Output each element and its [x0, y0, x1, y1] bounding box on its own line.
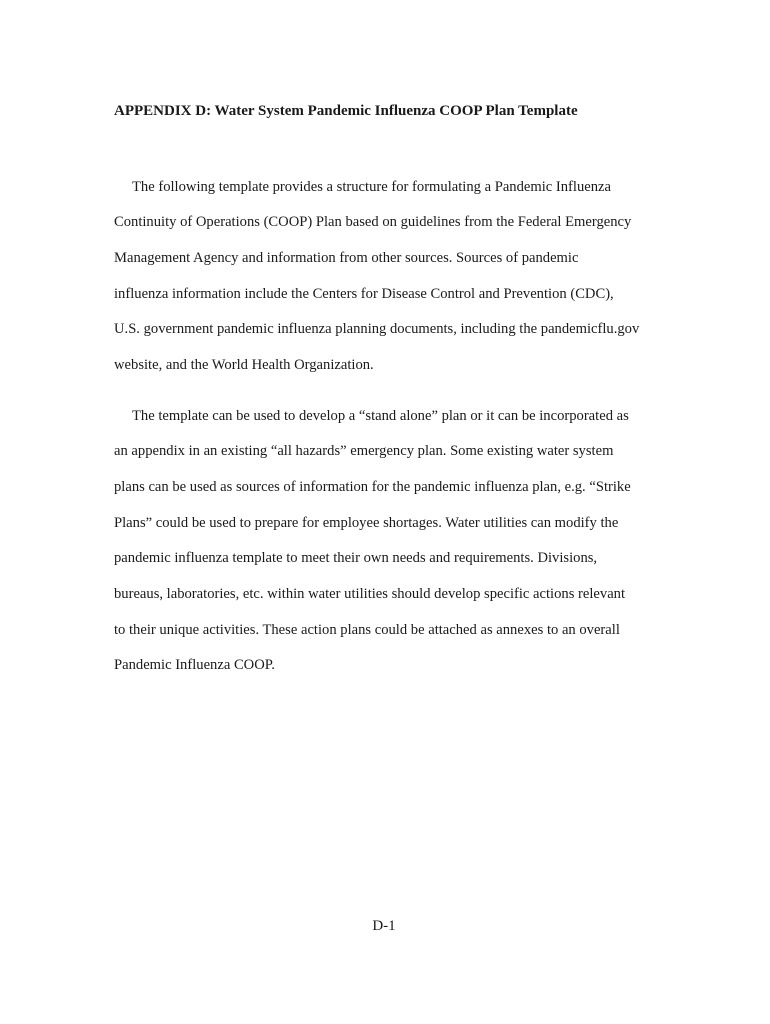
paragraph-1-line-1: The following template provides a structure for formulating a Pandemic Influenza	[132, 179, 611, 195]
paragraph-2-line-1: The template can be used to develop a “stand alone” plan or it can be incorporated as	[132, 408, 629, 424]
paragraph-2-line-8: Pandemic Influenza COOP.	[114, 657, 275, 673]
page-number-label: D-1	[372, 918, 396, 934]
appendix-title: APPENDIX D: Water System Pandemic Influenza COOP Plan Template	[114, 103, 578, 119]
paragraph-2-line-7: to their unique activities. These action plans could be attached as annexes to an overall	[114, 622, 620, 638]
paragraph-2-line-5: pandemic influenza template to meet their own needs and requirements. Divisions,	[114, 550, 598, 566]
paragraph-1-line-5: U.S. government pandemic influenza planning documents, including the pandemicflu.gov	[114, 321, 640, 337]
paragraph-1-line-6: website, and the World Health Organization.	[114, 357, 374, 373]
paragraph-1-line-2: Continuity of Operations (COOP) Plan based on guidelines from the Federal Emergency	[114, 214, 632, 230]
paragraph-2-line-4: Plans” could be used to prepare for employee shortages. Water utilities can modify the	[114, 515, 619, 531]
page-number	[0, 916, 770, 936]
paragraph-2-line-6: bureaus, laboratories, etc. within water utilities should develop specific actions relevant	[114, 586, 626, 602]
paragraph-2-line-3: plans can be used as sources of information for the pandemic influenza plan, e.g. “Strike	[114, 479, 631, 495]
paragraph-1-line-3: Management Agency and information from other sources. Sources of pandemic	[114, 250, 579, 266]
paragraph-1-line-4: influenza information include the Centers for Disease Control and Prevention (CDC),	[114, 286, 614, 302]
paragraph-2-line-2: an appendix in an existing “all hazards” emergency plan. Some existing water system	[114, 443, 614, 459]
